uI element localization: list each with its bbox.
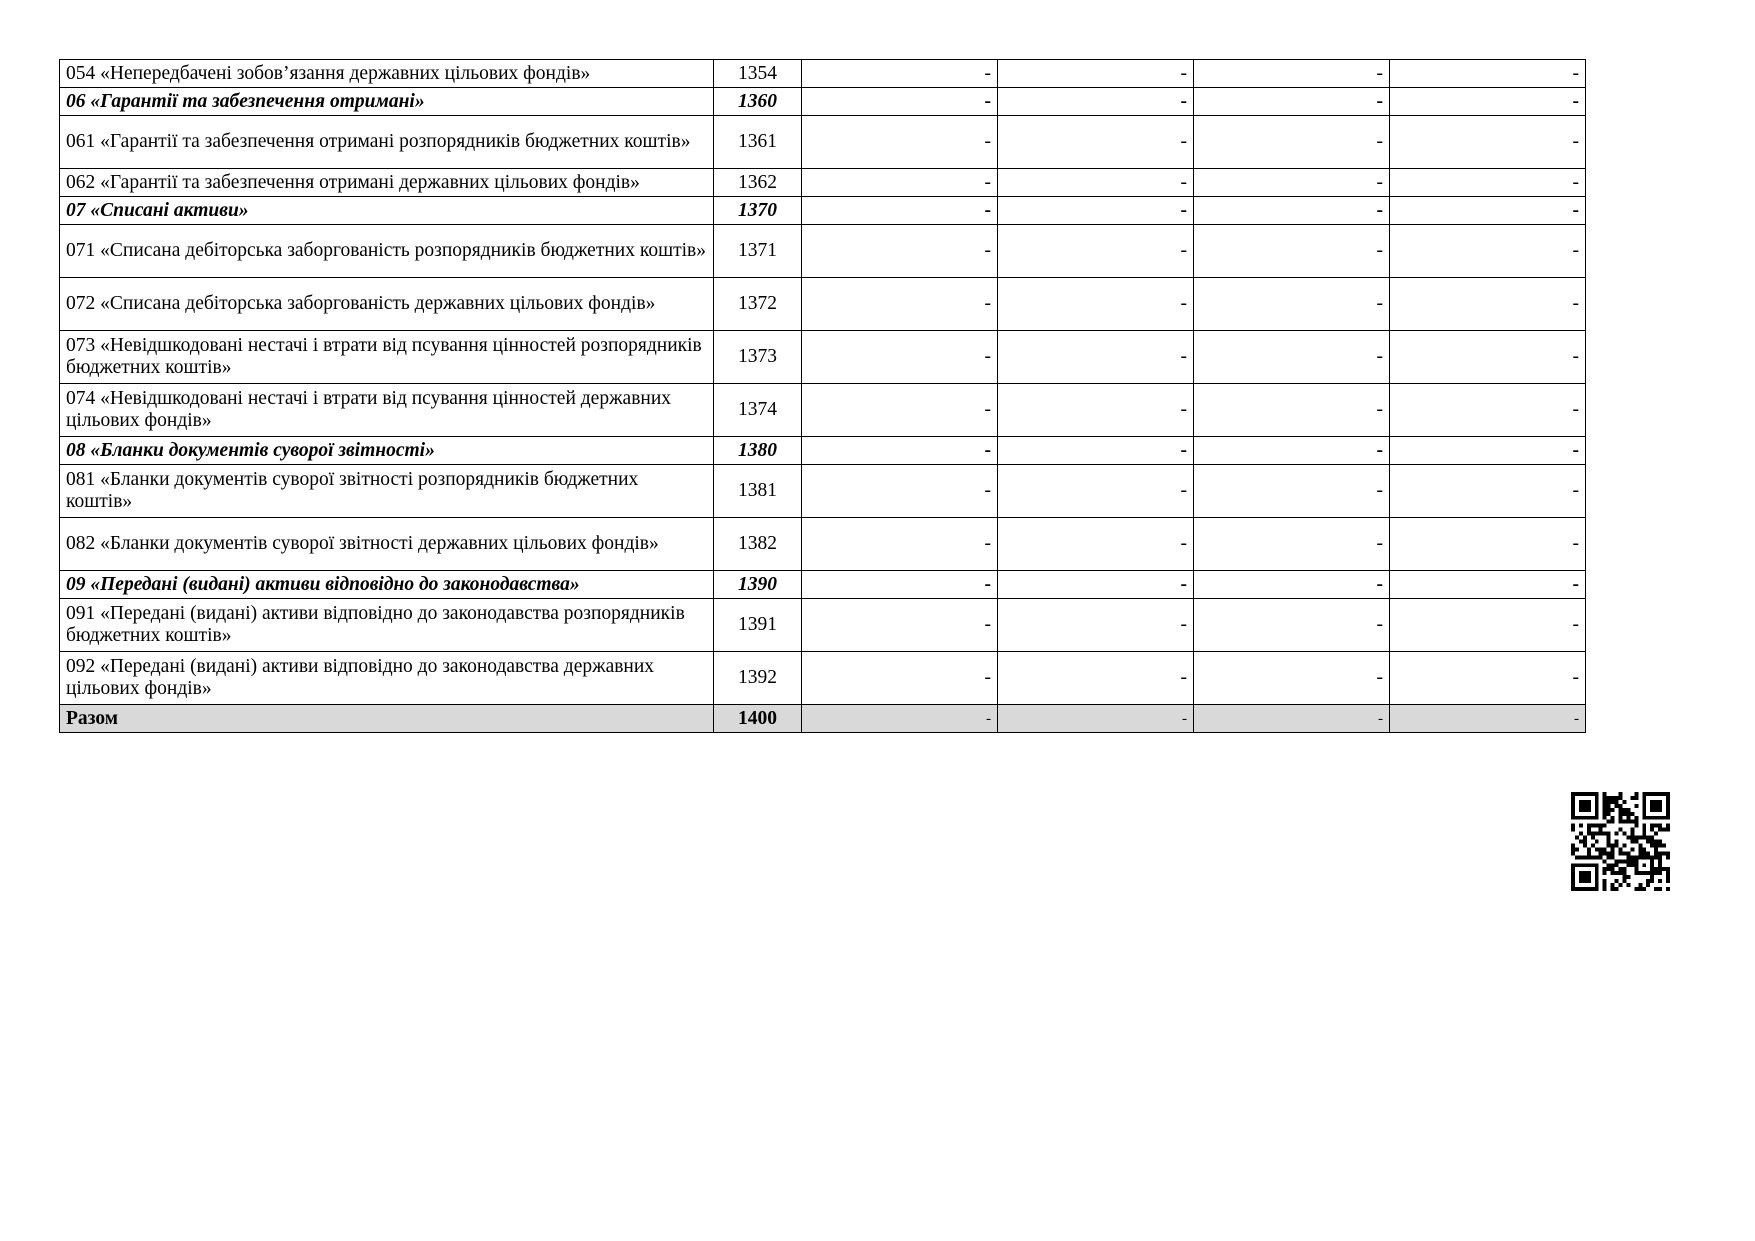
row-value-col1: -	[802, 331, 998, 384]
row-value-col3: -	[1194, 331, 1390, 384]
row-value-col2: -	[998, 518, 1194, 571]
row-code: 1391	[714, 599, 802, 652]
row-value-col3: -	[1194, 571, 1390, 599]
row-value-col3: -	[1194, 169, 1390, 197]
row-name: 054 «Непередбачені зобов’язання державних цільових фондів»	[60, 60, 714, 88]
row-value-col2: -	[998, 652, 1194, 705]
row-code: 1372	[714, 278, 802, 331]
row-value-col1: -	[802, 465, 998, 518]
row-code: 1361	[714, 116, 802, 169]
row-value-col4: -	[1390, 60, 1586, 88]
row-name: 072 «Списана дебіторська заборгованість державних цільових фондів»	[60, 278, 714, 331]
row-value-col2: -	[998, 60, 1194, 88]
row-value-col2: -	[998, 169, 1194, 197]
table-row	[60, 518, 1586, 571]
row-value-col3: -	[1194, 465, 1390, 518]
row-value-col3: -	[1194, 88, 1390, 116]
row-code: 1380	[714, 437, 802, 465]
row-name: 09 «Передані (видані) активи відповідно до законодавства»	[60, 571, 714, 599]
table-row	[60, 599, 1586, 652]
row-value-col2: -	[998, 278, 1194, 331]
row-value-col4: -	[1390, 437, 1586, 465]
row-name: 091 «Передані (видані) активи відповідно до законодавства розпорядників бюджетних коштів»	[60, 599, 714, 652]
row-value-col1: -	[802, 88, 998, 116]
row-value-col4: -	[1390, 225, 1586, 278]
row-value-col3: -	[1194, 518, 1390, 571]
row-code: 1382	[714, 518, 802, 571]
section-row	[60, 88, 1586, 116]
row-value-col1: -	[802, 225, 998, 278]
row-code: 1373	[714, 331, 802, 384]
row-value-col1: -	[802, 384, 998, 437]
row-value-col2: -	[998, 384, 1194, 437]
row-value-col3: -	[1194, 384, 1390, 437]
total-value-col1: -	[802, 705, 998, 733]
table-row	[60, 278, 1586, 331]
row-value-col2: -	[998, 437, 1194, 465]
row-code: 1362	[714, 169, 802, 197]
row-value-col2: -	[998, 88, 1194, 116]
row-code: 1370	[714, 197, 802, 225]
row-value-col1: -	[802, 571, 998, 599]
row-code: 1371	[714, 225, 802, 278]
row-value-col2: -	[998, 465, 1194, 518]
balance-table	[59, 59, 1586, 733]
section-row	[60, 197, 1586, 225]
row-value-col4: -	[1390, 331, 1586, 384]
table-row	[60, 384, 1586, 437]
total-value-col2: -	[998, 705, 1194, 733]
row-value-col4: -	[1390, 518, 1586, 571]
row-value-col1: -	[802, 197, 998, 225]
row-value-col2: -	[998, 116, 1194, 169]
row-value-col4: -	[1390, 197, 1586, 225]
row-value-col4: -	[1390, 384, 1586, 437]
row-name: 071 «Списана дебіторська заборгованість розпорядників бюджетних коштів»	[60, 225, 714, 278]
table-body	[60, 60, 1586, 733]
table-row	[60, 116, 1586, 169]
row-value-col2: -	[998, 197, 1194, 225]
row-value-col4: -	[1390, 169, 1586, 197]
table-row	[60, 60, 1586, 88]
row-value-col4: -	[1390, 278, 1586, 331]
row-value-col3: -	[1194, 437, 1390, 465]
row-value-col1: -	[802, 437, 998, 465]
row-value-col4: -	[1390, 652, 1586, 705]
table-row	[60, 465, 1586, 518]
row-value-col1: -	[802, 116, 998, 169]
row-value-col4: -	[1390, 465, 1586, 518]
row-name: 082 «Бланки документів суворої звітності державних цільових фондів»	[60, 518, 714, 571]
table-row	[60, 225, 1586, 278]
row-name: 073 «Невідшкодовані нестачі і втрати від псування цінностей розпорядників бюджетних коштів»	[60, 331, 714, 384]
row-value-col1: -	[802, 599, 998, 652]
row-code: 1360	[714, 88, 802, 116]
row-code: 1392	[714, 652, 802, 705]
total-value-col4: -	[1390, 705, 1586, 733]
total-value-col3: -	[1194, 705, 1390, 733]
total-code: 1400	[714, 705, 802, 733]
row-name: 062 «Гарантії та забезпечення отримані державних цільових фондів»	[60, 169, 714, 197]
row-name: 08 «Бланки документів суворої звітності»	[60, 437, 714, 465]
table-row	[60, 652, 1586, 705]
total-label: Разом	[60, 705, 714, 733]
row-value-col3: -	[1194, 197, 1390, 225]
row-value-col3: -	[1194, 599, 1390, 652]
row-value-col1: -	[802, 60, 998, 88]
row-value-col3: -	[1194, 652, 1390, 705]
row-code: 1381	[714, 465, 802, 518]
row-code: 1374	[714, 384, 802, 437]
row-value-col3: -	[1194, 278, 1390, 331]
row-value-col2: -	[998, 225, 1194, 278]
row-value-col1: -	[802, 518, 998, 571]
row-value-col4: -	[1390, 116, 1586, 169]
row-name: 061 «Гарантії та забезпечення отримані розпорядників бюджетних коштів»	[60, 116, 714, 169]
row-code: 1390	[714, 571, 802, 599]
row-code: 1354	[714, 60, 802, 88]
row-value-col2: -	[998, 331, 1194, 384]
row-value-col1: -	[802, 652, 998, 705]
section-row	[60, 437, 1586, 465]
row-name: 074 «Невідшкодовані нестачі і втрати від псування цінностей державних цільових фондів»	[60, 384, 714, 437]
table-row	[60, 331, 1586, 384]
row-name: 092 «Передані (видані) активи відповідно до законодавства державних цільових фондів»	[60, 652, 714, 705]
row-value-col3: -	[1194, 225, 1390, 278]
row-value-col1: -	[802, 169, 998, 197]
row-value-col1: -	[802, 278, 998, 331]
row-value-col3: -	[1194, 116, 1390, 169]
row-name: 07 «Списані активи»	[60, 197, 714, 225]
section-row	[60, 571, 1586, 599]
table-row	[60, 169, 1586, 197]
row-name: 081 «Бланки документів суворої звітності розпорядників бюджетних коштів»	[60, 465, 714, 518]
row-value-col2: -	[998, 571, 1194, 599]
row-value-col4: -	[1390, 88, 1586, 116]
row-value-col4: -	[1390, 571, 1586, 599]
total-row	[60, 705, 1586, 733]
qr-code-icon	[1571, 792, 1670, 891]
row-value-col3: -	[1194, 60, 1390, 88]
row-value-col2: -	[998, 599, 1194, 652]
row-value-col4: -	[1390, 599, 1586, 652]
row-name: 06 «Гарантії та забезпечення отримані»	[60, 88, 714, 116]
